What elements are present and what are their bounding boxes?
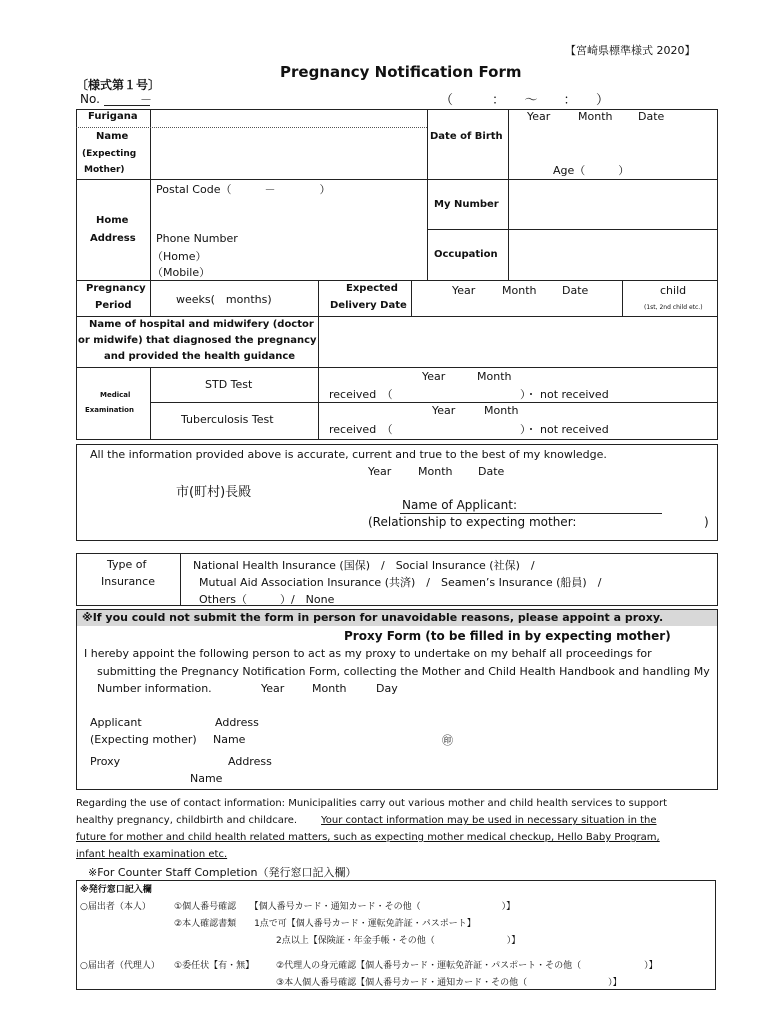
expecting-label: (Expecting <box>82 149 137 159</box>
declaration-statement: All the information provided above is accurate, current and true to the best of my knowledge. <box>90 448 607 461</box>
child-note: (1st, 2nd child etc.) <box>644 304 703 311</box>
tb-month: Month <box>484 404 519 417</box>
edd-month: Month <box>502 284 537 297</box>
counter-box-title: ※発行窓口記入欄 <box>80 885 152 895</box>
tb-received: received （ <box>329 423 393 436</box>
contact-text-3: future for mother and child health related matters, such as expecting mother medical checkup, Hello Baby Program, <box>76 832 660 843</box>
declaration-year: Year <box>368 465 392 478</box>
insurance-type-label: Type of <box>107 558 147 571</box>
proxy-year: Year <box>261 682 285 695</box>
expecting-mother-label: (Expecting mother) <box>90 733 197 746</box>
relationship-close: ) <box>704 515 709 529</box>
applicant-name-label: Name of Applicant: <box>402 498 518 512</box>
edd-date: Date <box>562 284 589 297</box>
contact-text-1: Regarding the use of contact information: Municipalities carry out various mother and child health services to support <box>76 798 668 809</box>
hospital-line1: Name of hospital and midwifery (doctor <box>89 319 314 330</box>
counter-self-label: ○届出者（本人） <box>80 902 151 912</box>
tb-not-received: ）・ not received <box>520 423 609 436</box>
tb-year: Year <box>432 404 456 417</box>
address-label: Address <box>90 233 136 244</box>
std-year: Year <box>422 370 446 383</box>
insurance-options-3: Others（ ）/ None <box>199 593 335 606</box>
proxy-para-2: submitting the Pregnancy Notification Form, collecting the Mother and Child Health Handbook and handling My <box>97 665 710 678</box>
name-field[interactable] <box>152 130 426 150</box>
edd-label: Expected <box>346 283 398 294</box>
hospital-line2: or midwife) that diagnosed the pregnancy <box>78 335 317 346</box>
declaration-month: Month <box>418 465 453 478</box>
proxy-para-1: I hereby appoint the following person to act as my proxy to undertake on my behalf all proceedings for <box>84 647 652 660</box>
weeks-field: weeks( months) <box>176 293 272 306</box>
age-field: Age（ ） <box>553 164 630 177</box>
dob-label: Date of Birth <box>430 131 503 142</box>
phone-mobile: （Mobile） <box>152 266 211 279</box>
proxy-name-label: Name <box>190 772 223 785</box>
examination-label: Examination <box>85 406 134 414</box>
counter-self-1: ①個人番号確認 【個人番号カード・通知カード・その他（ ）】 <box>174 902 516 912</box>
std-month: Month <box>477 370 512 383</box>
child-label: child <box>660 284 687 297</box>
dob-month: Month <box>578 110 613 123</box>
applicant-label: Applicant <box>90 716 142 729</box>
contact-text-4: infant health examination etc. <box>76 849 228 860</box>
reception-time: （ ： ～ ： ） <box>440 93 610 108</box>
proxy-label: Proxy <box>90 755 121 768</box>
phone-home: （Home） <box>152 250 207 263</box>
tb-test-label: Tuberculosis Test <box>181 413 274 426</box>
applicant-name-field-label: Name <box>213 733 246 746</box>
insurance-label: Insurance <box>101 575 155 588</box>
counter-agent-2: ②代理人の身元確認【個人番号カード・運転免許証・パスポート・その他（ ）】 <box>276 961 658 971</box>
relationship-label: (Relationship to expecting mother: <box>368 515 577 529</box>
counter-self-3: 2点以上【保険証・年金手帳・その他（ ）】 <box>276 936 521 946</box>
dob-date: Date <box>638 110 665 123</box>
std-not-received: ）・ not received <box>520 388 609 401</box>
hospital-line3: and provided the health guidance <box>104 351 296 362</box>
name-label: Name <box>96 131 129 142</box>
page-title: Pregnancy Notification Form <box>280 63 522 81</box>
proxy-para-3: Number information. <box>97 682 212 695</box>
mayor-address: 市(町村)長殿 <box>176 485 252 500</box>
proxy-notice: ※If you could not submit the form in person for unavoidable reasons, please appoint a proxy. <box>82 611 664 624</box>
postal-code: Postal Code（ － ） <box>156 183 331 196</box>
no-dash: － <box>140 93 153 107</box>
home-label: Home <box>96 215 129 226</box>
counter-heading: ※For Counter Staff Completion（発行窓口記入欄） <box>88 866 357 879</box>
proxy-month: Month <box>312 682 347 695</box>
medical-label: Medical <box>100 391 131 399</box>
counter-agent-label: ○届出者（代理人） <box>80 961 160 971</box>
period-label: Period <box>95 300 132 311</box>
applicant-address-label: Address <box>215 716 259 729</box>
dob-year: Year <box>527 110 551 123</box>
no-label: No. <box>80 92 100 106</box>
furigana-label: Furigana <box>88 111 138 122</box>
edd-year: Year <box>452 284 476 297</box>
declaration-date: Date <box>478 465 505 478</box>
insurance-options-2: Mutual Aid Association Insurance (共済) / Seamen’s Insurance (船員) / <box>199 576 602 589</box>
delivery-date-label: Delivery Date <box>330 300 407 311</box>
proxy-form-title: Proxy Form (to be filled in by expecting mother) <box>344 629 671 643</box>
seal-mark: ㊞ <box>442 734 453 747</box>
counter-self-2: ②本人確認書類 1点で可【個人番号カード・運転免許証・パスポート】 <box>174 919 476 929</box>
std-received: received （ <box>329 388 393 401</box>
counter-agent-3: ③本人個人番号確認【個人番号カード・通知カード・その他（ ）】 <box>276 978 622 988</box>
phone-number-label: Phone Number <box>156 232 238 245</box>
form-number: 〔様式第１号〕 <box>76 78 161 92</box>
contact-text-2-underlined: Your contact information may be used in necessary situation in the <box>321 815 657 826</box>
mother-label: Mother) <box>84 165 125 175</box>
proxy-address-label: Address <box>228 755 272 768</box>
my-number-label: My Number <box>434 199 499 210</box>
pregnancy-label: Pregnancy <box>86 283 146 294</box>
counter-agent-1: ①委任状【有・無】 <box>174 961 255 971</box>
std-test-label: STD Test <box>205 378 253 391</box>
standard-label: 【宮崎県標準様式 2020】 <box>565 44 696 57</box>
contact-text-2: healthy pregnancy, childbirth and childcare. <box>76 815 298 826</box>
occupation-label: Occupation <box>434 249 498 260</box>
proxy-day: Day <box>376 682 398 695</box>
insurance-options-1: National Health Insurance (国保) / Social Insurance (社保) / <box>193 559 535 572</box>
